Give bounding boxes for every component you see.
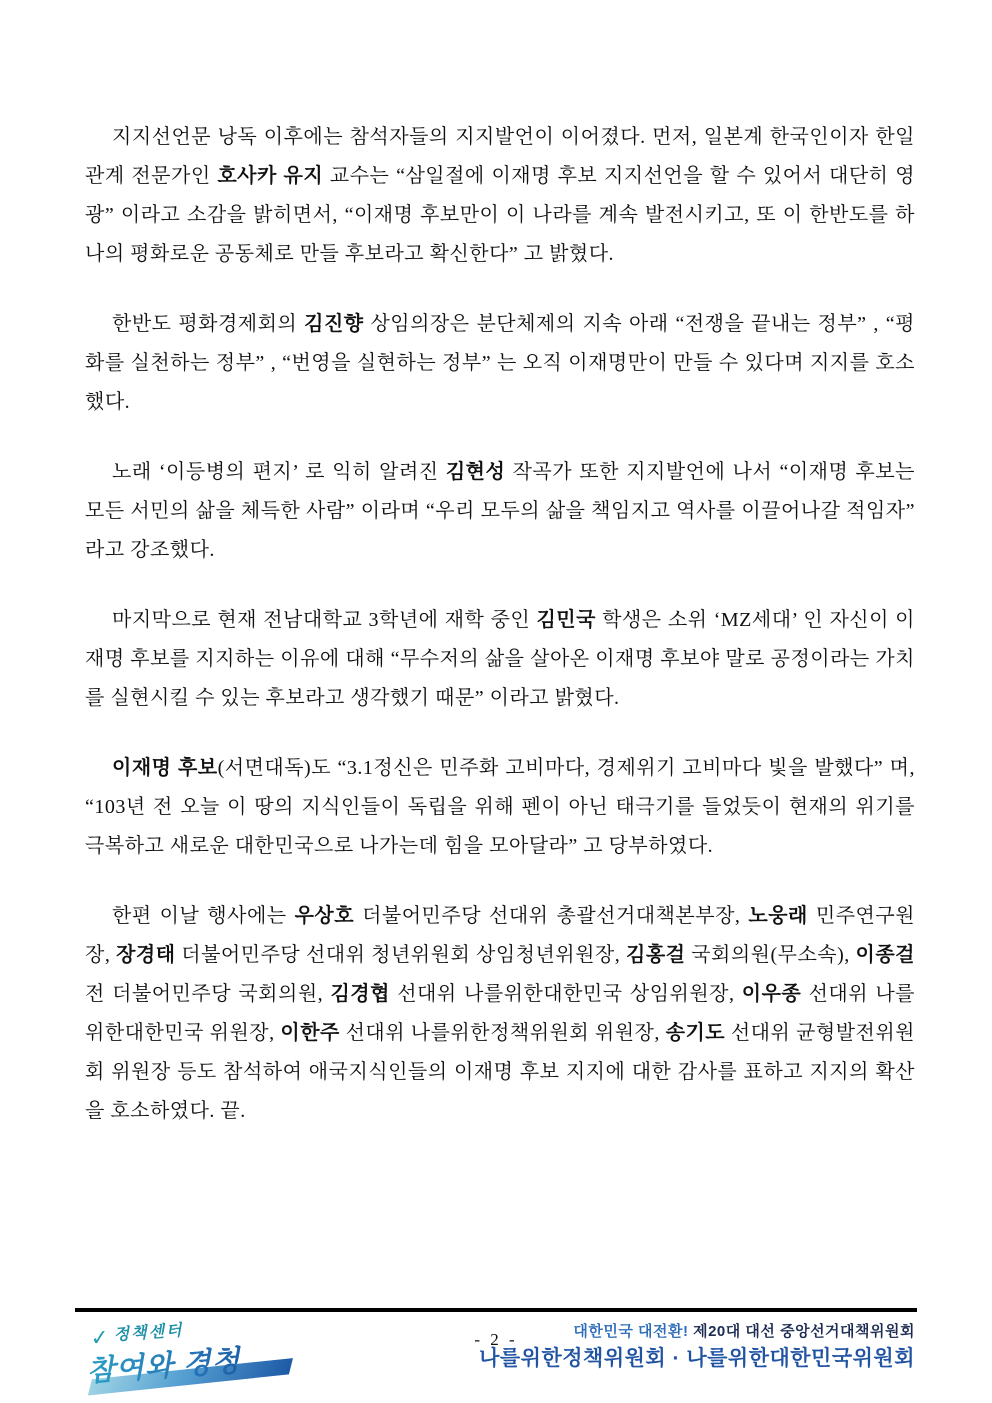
paragraph-kim-jinhyang: 한반도 평화경제회의 김진향 상임의장은 분단체제의 지속 아래 “전쟁을 끝내는 정부” , “평화를 실천하는 정부” , “번영을 실현하는 정부” 는 오직 이재명만이 만들 수 있다며 지지를 호소했다. (85, 313, 915, 413)
page-number: - 2 - (474, 1330, 518, 1349)
paragraph-kim-minkook: 마지막으로 현재 전남대학교 3학년에 재학 중인 김민국 학생은 소위 ‘MZ세대’ 인 자신이 이재명 후보를 지지하는 이유에 대해 “무수저의 삶을 살아온 이재명 후보야 말로 공정이라는 가치를 실현시킬 수 있는 후보라고 생각했기 때문” 이라고 밝혔다. (85, 609, 915, 709)
paragraph-support-speeches: 지지선언문 낭독 이후에는 참석자들의 지지발언이 이어졌다. 먼저, 일본계 한국인이자 한일관계 전문가인 호사카 유지 교수는 “삼일절에 이재명 후보 지지선언을 할 수 있어서 대단히 영광” 이라고 소감을 밝히면서, “이재명 후보만이 이 나라를 계속 발전시키고, 또 이 한반도를 하나의 평화로운 공동체로 만들 후보라고 확신한다” 고 밝혔다. (85, 126, 916, 265)
paragraph-lee-jaemyung: 이재명 후보(서면대독)도 “3.1정신은 민주화 고비마다, 경제위기 고비마다 빛을 발했다” 며, “103년 전 오늘 이 땅의 지식인들이 독립을 위해 펜이 아닌 태극기를 들었듯이 현재의 위기를 극복하고 새로운 대한민국으로 나가는데 힘을 모아달라” 고 당부하였다. (85, 757, 915, 857)
footer-committee-line2: 나를위한정책위원회 · 나를위한대한민국위원회 (479, 1347, 915, 1370)
footer-divider (75, 1308, 917, 1312)
logo-top-label: 정책센터 (113, 1322, 185, 1345)
paragraph-attendees: 한편 이날 행사에는 우상호 더불어민주당 선대위 총괄선거대책본부장, 노웅래 민주연구원장, 장경태 더불어민주당 선대위 청년위원회 상임청년위원장, 김홍걸 국회의원(무소속), 이종걸 전 더불어민주당 국회의원, 김경협 선대위 나를위한대한민국 상임위원장, 이우종 선대위 나를위한대한민국 위원장, 이한주 선대위 나를위한정책위원회 위원장, 송기도 선대위 균형발전위원회 위원장 등도 참석하여 애국지식인들의 이재명 후보 지지에 대한 감사를 표하고 지지의 확산을 호소하였다. 끝. (85, 905, 915, 1122)
footer-election-committee: 제20대 대선 중앙선거대책위원회 (688, 1323, 915, 1340)
footer-slogan: 대한민국 대전환! (573, 1323, 689, 1340)
footer-committee-line1 (479, 1320, 915, 1341)
paragraph-kim-hyunsung: 노래 ‘이등병의 편지’ 로 익히 알려진 김현성 작곡가 또한 지지발언에 나서 “이재명 후보는 모든 서민의 삶을 체득한 사람” 이라며 “우리 모두의 삶을 책임지고 역사를 이끌어나갈 적임자” 라고 강조했다. (85, 461, 915, 561)
check-icon: ✓ (89, 1324, 112, 1351)
policy-center-logo (83, 1308, 318, 1403)
footer-committee-block (479, 1320, 915, 1372)
document-body (85, 118, 915, 1162)
logo-main-label: 참여와 경청 (85, 1334, 297, 1390)
